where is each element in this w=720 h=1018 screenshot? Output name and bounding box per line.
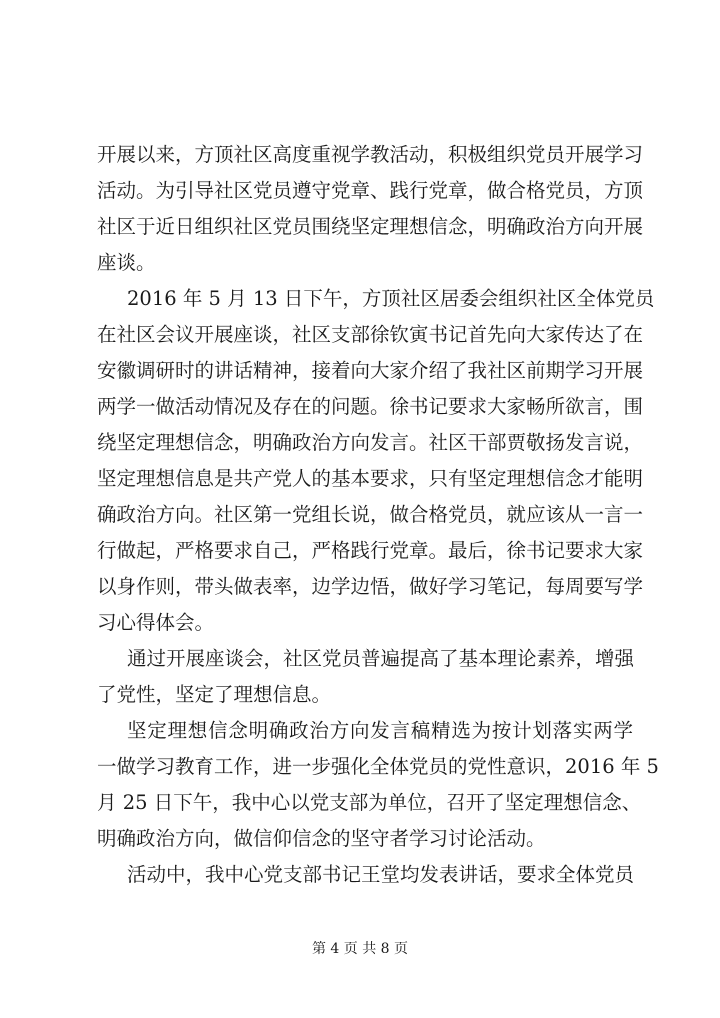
paragraph-line: 在社区会议开展座谈，社区支部徐钦寅书记首先向大家传达了在 xyxy=(97,323,644,346)
paragraph-line: 一做学习教育工作，进一步强化全体党员的党性意识，2016 年 5 xyxy=(97,755,659,778)
paragraph-line: 社区于近日组织社区党员围绕坚定理想信念，明确政治方向开展 xyxy=(97,215,644,238)
paragraph-line: 月 25 日下午，我中心以党支部为单位，召开了坚定理想信念、 xyxy=(97,791,642,814)
paragraph-line: 安徽调研时的讲话精神，接着向大家介绍了我社区前期学习开展 xyxy=(97,359,644,382)
paragraph-line: 确政治方向。社区第一党组长说，做合格党员，就应该从一言一 xyxy=(97,503,644,526)
paragraph-line: 了党性，坚定了理想信息。 xyxy=(97,683,332,706)
paragraph-line: 以身作则，带头做表率，边学边悟，做好学习笔记，每周要写学 xyxy=(97,575,644,598)
page-number-footer: 第 4 页 共 8 页 xyxy=(311,941,409,957)
paragraph-line: 开展以来，方顶社区高度重视学教活动，积极组织党员开展学习 xyxy=(97,143,644,166)
paragraph-line: 坚定理想信念明确政治方向发言稿精选为按计划落实两学 xyxy=(127,719,633,742)
paragraph-line: 两学一做活动情况及存在的问题。徐书记要求大家畅所欲言，围 xyxy=(97,395,644,418)
paragraph-line: 明确政治方向，做信仰信念的坚守者学习讨论活动。 xyxy=(97,827,546,850)
paragraph-line: 习心得体会。 xyxy=(97,611,215,634)
paragraph-line: 2016 年 5 月 13 日下午，方顶社区居委会组织社区全体党员 xyxy=(127,287,655,310)
paragraph-line: 活动中，我中心党支部书记王堂均发表讲话，要求全体党员 xyxy=(127,863,635,886)
paragraph-line: 行做起，严格要求自己，严格践行党章。最后，徐书记要求大家 xyxy=(97,539,644,562)
paragraph-line: 通过开展座谈会，社区党员普遍提高了基本理论素养，增强 xyxy=(127,647,635,670)
paragraph-line: 座谈。 xyxy=(97,251,156,274)
paragraph-line: 绕坚定理想信念，明确政治方向发言。社区干部贾敬扬发言说， xyxy=(97,431,644,454)
paragraph-line: 坚定理想信息是共产党人的基本要求，只有坚定理想信念才能明 xyxy=(97,467,644,490)
paragraph-line: 活动。为引导社区党员遵守党章、践行党章，做合格党员，方顶 xyxy=(97,179,644,202)
